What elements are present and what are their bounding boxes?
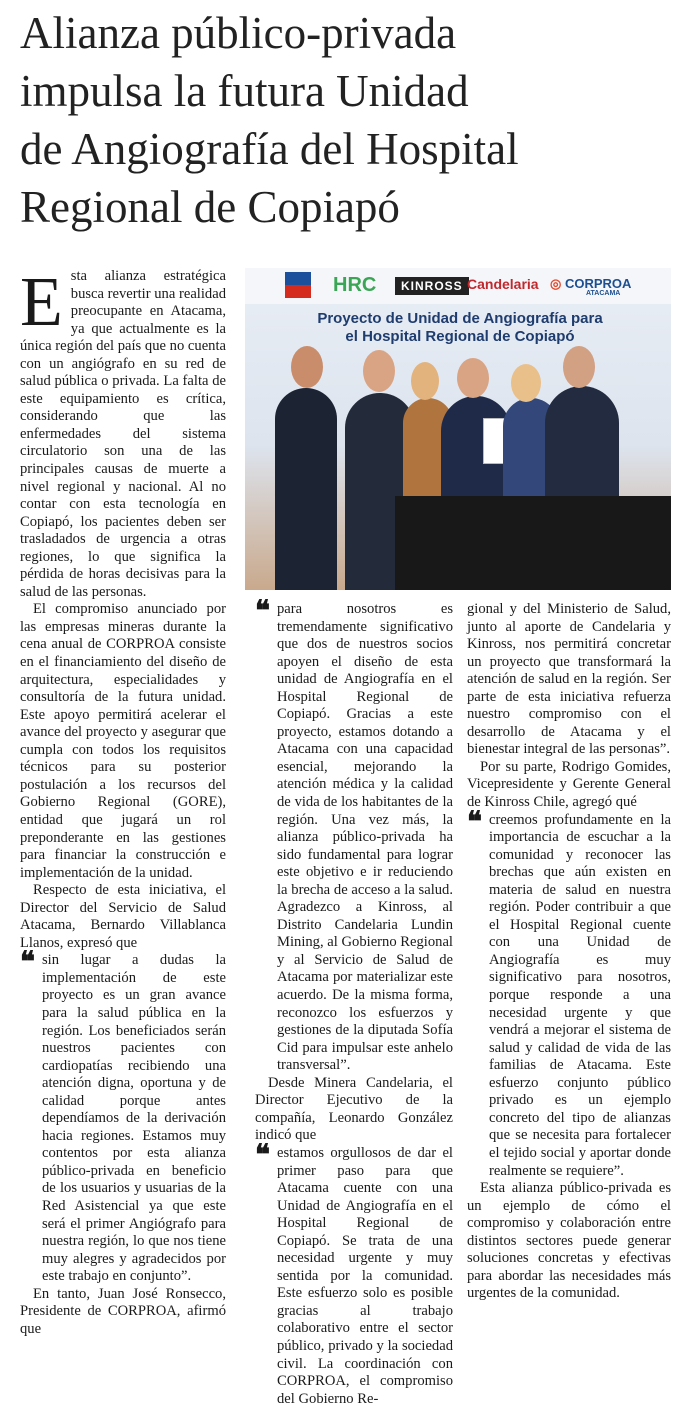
person-head: [457, 358, 489, 398]
quote-text: para nosotros es tremendamente significativo que dos de nuestros socios apoyen el diseño de esta unidad de Angiografía en el Hospital Regional de Copiapó. Gracias a este proyecto, estamos dotando a Atacama con una capacidad esencial, mejorando la atención médica y la calidad de vida de los habitantes de la región. Una vez más, la alianza público-privada ha sido fundamental para lograr este objetivo e ir reduciendo la brecha de acceso a la salud. Agradezco a Kinross, al Distrito Candelaria Lundin Mining, al Gobierno Regional y al Servicio de Salud de Atacama por materializar este acuerdo. De la misma forma, reconozco los esfuerzos y gestiones de la diputada Sofía Cid para impulsar este anhelo transversal”.: [277, 601, 453, 1074]
quote-block: [255, 1139, 453, 1408]
headline: [20, 4, 660, 236]
person-head: [291, 346, 323, 388]
quote-mark-icon: ❝: [255, 1139, 271, 1171]
person: [275, 388, 337, 590]
intro-paragraph: [20, 264, 226, 601]
intro-text: sta alianza estratégica busca revertir una realidad preocupante en Atacama, ya que actualmente es la única región del país que no cuenta con un angiógrafo en su red de salud pública o privada. La falta de este equipamiento es crítica, considerando que las enfermedades del sistema circulatorio son una de las principales causas de muerte a nivel regional y nacional. Al no contar con esta tecnología en Copiapó, los pacientes deben ser trasladados de urgencia a otras regiones, lo que significa la pérdida de horas decisivas para la salud de las personas.: [20, 268, 226, 600]
quote-block: [20, 947, 226, 1285]
quote-block: [255, 596, 453, 1075]
paragraph: gional y del Ministerio de Salud, junto al aporte de Candelaria y Kinross, nos permitirá concretar un proyecto que transformará la atención de salud en la región. Ser parte de esta iniciativa refuerza nuestro compromiso con el desarrollo de Atacama y el bienestar integral de las personas”.: [467, 601, 671, 758]
quote-mark-icon: ❝: [467, 806, 483, 838]
banner-title: Proyecto de Unidad de Angiografía para el Hospital Regional de Copiapó: [317, 310, 603, 345]
quote-mark-icon: ❝: [20, 947, 36, 979]
paragraph: Respecto de esta iniciativa, el Director del Servicio de Salud Atacama, Bernardo Villablanca Llanos, expresó que: [20, 882, 226, 951]
headline-line: Alianza público-privada: [20, 8, 457, 58]
quote-text: estamos orgullosos de dar el primer paso para que Atacama cuente con una Unidad de Angiografía en el Hospital Regional de Copiapó. Se trata de una necesidad urgente y muy sentida por la comunidad. Este esfuerzo solo es posible gracias al trabajo colaborativo entre el sector público, privado y la sociedad civil. La coordinación con CORPROA, el compromiso del Gobierno Re-: [277, 1144, 453, 1407]
quote-text: creemos profundamente en la importancia de escuchar a la comunidad y reconocer las brechas que aún existen en materia de salud en nuestra región. Poder contribuir a que el Hospital Regional cuente con una Unidad de Angiografía es muy significativo para nosotros, porque responde a una necesidad urgente y que vendrá a mejorar el sistema de salud y calidad de vida de las familias de Atacama. Este esfuerzo conjunto público privado es un ejemplo concreto del tipo de alianzas que se necesita para fortalecer el tejido social y aportar donde realmente se requiere”.: [489, 811, 671, 1179]
kinross-logo: KINROSS: [395, 277, 469, 295]
corproa-icon: ◎: [550, 276, 562, 291]
government-logo: [285, 272, 311, 298]
headline-line: impulsa la futura Unidad: [20, 66, 469, 116]
corproa-logo: [550, 276, 631, 297]
candelaria-logo: Candelaria: [467, 276, 539, 292]
person-head: [411, 362, 439, 400]
hrc-logo: HRC: [333, 274, 377, 296]
quote-text: sin lugar a dudas la implementación de este proyecto es un gran avance para la salud pública en la región. Los beneficiados serán nuestros pacientes con cardiopatías recibiendo una atención digna, oportuna y de calidad porque antes dependíamos de la derivación hacia regiones. Estamos muy contentos por esta alianza público-privada en beneficio de los usuarios y usuarias de la Red Asistencial ya que este será el primer Angiógrafo para nuestra región, lo que nos tiene muy alegres y agradecidos por este trabajo en conjunto”.: [42, 952, 226, 1285]
paragraph: Esta alianza público-privada es un ejemplo de cómo el compromiso y colaboración entre distintos sectores puede generar soluciones concretas y efectivas para abordar las necesidades más urgentes de la comunidad.: [467, 1180, 671, 1302]
paragraph: Desde Minera Candelaria, el Director Ejecutivo de la compañía, Leonardo González indicó que: [255, 1074, 453, 1144]
headline-line: de Angiografía del Hospital: [20, 124, 519, 174]
person-head: [363, 350, 395, 392]
person-head: [511, 364, 541, 402]
drop-cap: E: [20, 264, 63, 341]
event-photo: [245, 268, 671, 590]
corproa-subtitle: ATACAMA: [586, 290, 621, 297]
paragraph: El compromiso anunciado por las empresas mineras durante la cena anual de CORPROA consiste en el financiamiento del diseño de arquitectura, especialidades y consultoría de la futura unidad. Este apoyo permitirá acelerar el avance del proyecto y asegurar que cumpla con todos los requisitos técnicos para su posterior postulación a los recursos del Gobierno Regional (GORE), entidad que jugará un rol preponderante en las gestiones para financiar la construcción e implementación de la unidad.: [20, 601, 226, 881]
podium: [395, 496, 671, 590]
corproa-wordmark: CORPROA: [564, 276, 632, 291]
person-head: [563, 346, 595, 388]
quote-mark-icon: ❝: [255, 596, 271, 627]
article-column-2: [255, 596, 453, 1408]
article-column-3: [467, 601, 671, 1303]
paragraph: Por su parte, Rodrigo Gomides, Vicepresidente y Gerente General de Kinross Chile, agregó qué: [467, 758, 671, 811]
paragraph: En tanto, Juan José Ronsecco, Presidente de CORPROA, afirmó que: [20, 1285, 226, 1337]
article-column-1: [20, 264, 226, 1338]
headline-line: Regional de Copiapó: [20, 182, 400, 232]
quote-block: [467, 806, 671, 1180]
